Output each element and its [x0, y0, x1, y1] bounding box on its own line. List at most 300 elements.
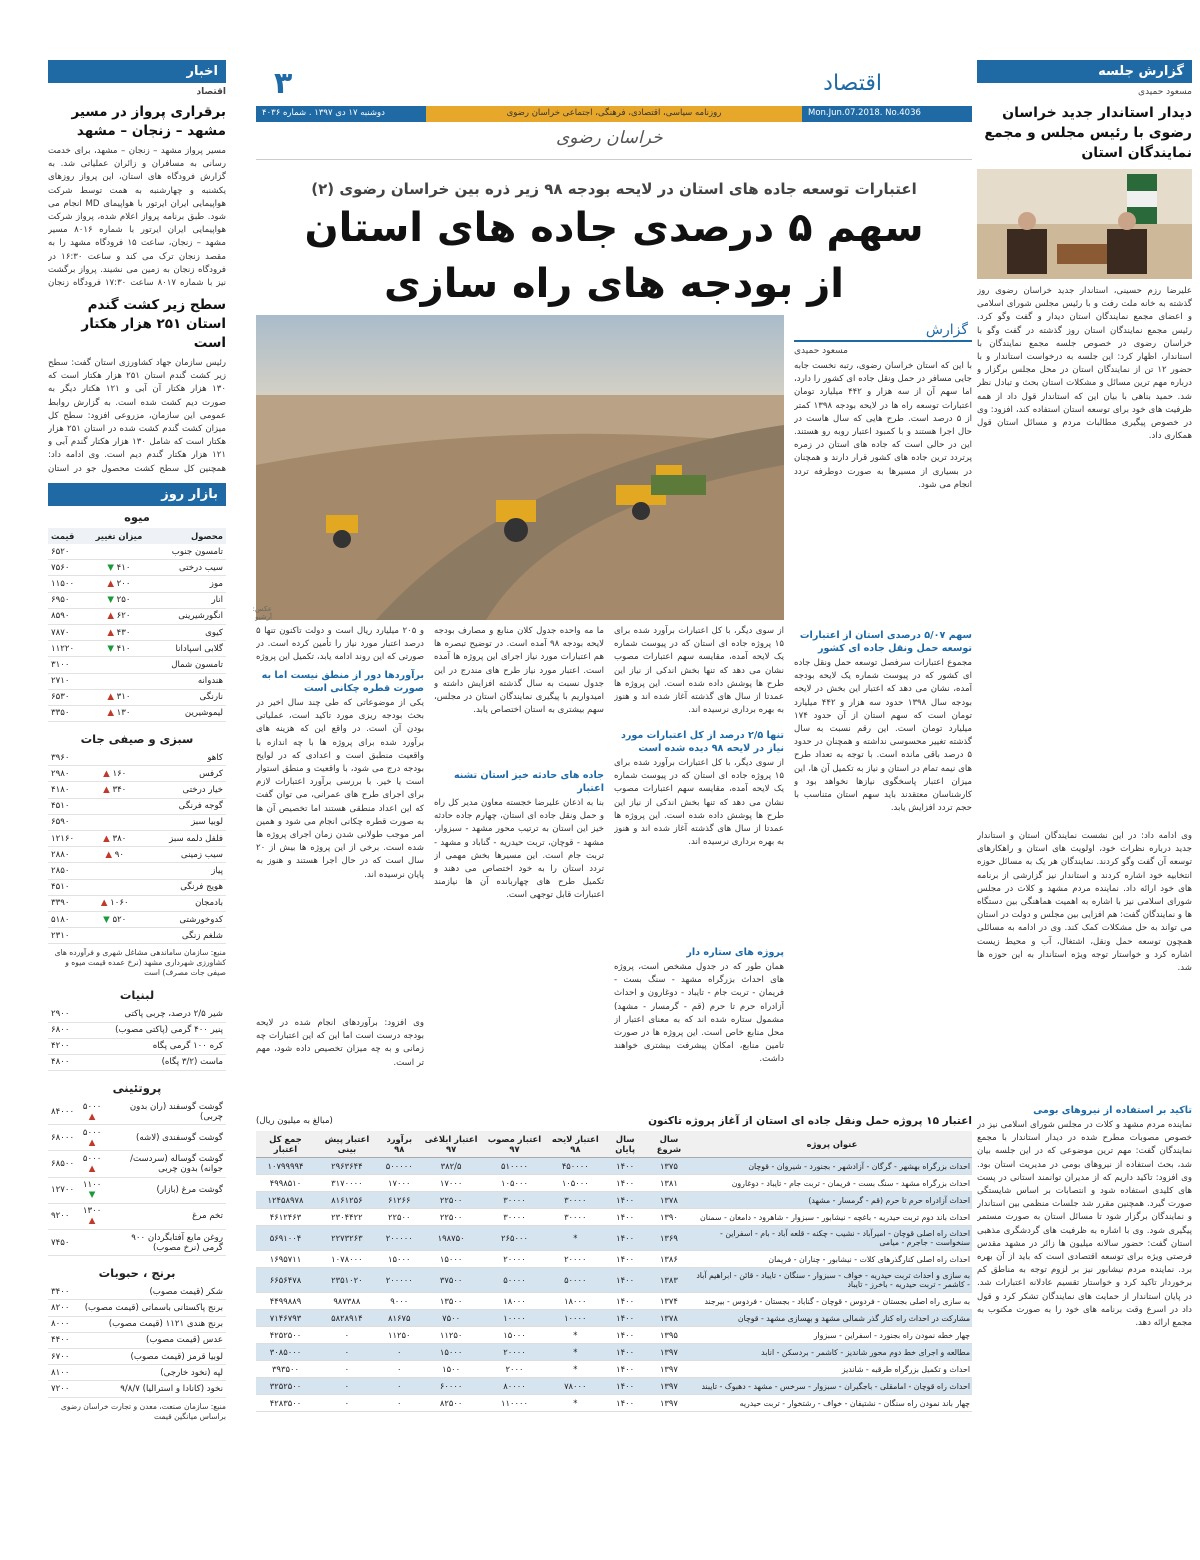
- project-row: [256, 1192, 972, 1209]
- left-section-name: اقتصاد: [196, 87, 226, 97]
- market-row: [48, 928, 226, 944]
- product-name: شکر (قیمت مصوب): [79, 1284, 226, 1300]
- article-text-1: مجموع اعتبارات سرفصل توسعه حمل ونقل جاده ای کشور که در پیوست شماره یک لایحه بودجه آمده، نشان می دهد که اعتبار این بخش در لایحه بودجه سال ۱۳۹۸ حدود سه هزار و ۴۴۲ میلیارد تومان است که سهم استان از آن حدود ۱۷۴ میلیارد تومان است. این رقم نسبت به سال گذشته تغییر محسوسی نداشته و همچنان در حدود ۵ درصد باقی مانده است. با توجه به تعداد طرح های نیمه تمام در استان و نیاز به تکمیل آن ها، این میزان اعتبار پاسخگوی نیازها نخواهد بود و کارشناسان معتقدند باید سهم استان متناسب با حجم تردد افزایش یابد.: [794, 658, 972, 814]
- project-value: ۱۳۷۸: [646, 1310, 692, 1327]
- product-price: ۱۲۱۶۰: [48, 831, 90, 847]
- protein-table: [48, 1099, 226, 1256]
- price-change: [73, 1381, 79, 1397]
- arrow-down-icon: ▼: [107, 643, 117, 654]
- project-title: احداث بزرگراه بهشهر - گرگان - آزادشهر - بجنورد - شیروان - قوچان: [692, 1158, 972, 1175]
- price-change: [73, 1348, 79, 1364]
- project-value: ۳۱۷۰۰۰۰: [315, 1175, 379, 1192]
- project-value: ۰: [315, 1344, 379, 1361]
- product-name: انگورشیرینی: [152, 608, 226, 624]
- project-value: ۳۹۳۵۰۰: [256, 1361, 315, 1378]
- project-value: ۳۷۵۰۰: [420, 1268, 483, 1293]
- project-value: ۱۲۴۵۸۹۷۸: [256, 1192, 315, 1209]
- product-price: ۸۵۹۰: [48, 608, 85, 624]
- product-price: ۲۸۵۰: [48, 863, 90, 879]
- price-change: [73, 1316, 79, 1332]
- right-headline: دیدار استاندار جدید خراسان رضوی با رئیس مجلس و مجمع نمایندگان استان: [984, 105, 1192, 161]
- project-row: [256, 1293, 972, 1310]
- market-row: [48, 1038, 226, 1054]
- project-row: [256, 1344, 972, 1361]
- road-construction-photo: [256, 315, 784, 620]
- project-value: *: [546, 1344, 604, 1361]
- article-text-6: یکی از موضوعاتی که طی چند سال اخیر در بحث بودجه ریزی مورد تاکید است، عملیاتی بودن آن است. در واقع این که هزینه های برآورد شده برای پروژه ها با چه اندازه با واقعیت منطبق است و اعدادی که در لوایح بودجه درج می شود، با واقعیت و منطق استوار است یا خیر. با بررسی برآورد اعتبارات لازم برای اجرای طرح های عمرانی، می توان گفت که این اعداد منطقی هستند اما تخصیص آن ها به صورت قطره چکانی انجام می شود و همین امر موجب طولانی شدن زمان اجرای پروژه ها شده است. برخی از این پروژه ها بیش از ۲۰ سال است که در حال اجرا هستند و هنوز به پایان نرسیده اند.: [256, 698, 424, 880]
- product-price: ۲۹۸۰: [48, 766, 90, 782]
- project-value: ۰: [315, 1361, 379, 1378]
- price-change: ۵۰۰۰ ▲: [77, 1099, 107, 1125]
- project-title: چهار خطه نمودن راه بجنورد - اسفراین - سبزوار: [692, 1327, 972, 1344]
- market-row: [48, 592, 226, 608]
- product-price: ۴۵۱۰: [48, 879, 90, 895]
- product-price: ۹۲۰۰: [48, 1203, 77, 1229]
- product-price: ۲۷۱۰: [48, 673, 85, 689]
- project-row: [256, 1361, 972, 1378]
- price-change: ۳۱۰ ▲: [85, 689, 152, 705]
- product-price: ۱۱۲۲۰: [48, 641, 85, 657]
- right-column: [977, 60, 1192, 1550]
- project-value: ۱۸۰۰۰: [546, 1293, 604, 1310]
- market-row: [48, 657, 226, 673]
- project-title: احداث باند دوم تربت حیدریه - باغچه - نیشابور - سبزوار - شاهرود - دامغان - سمنان: [692, 1209, 972, 1226]
- protein-title: پروتئینی: [112, 1081, 162, 1096]
- market-row: [48, 1177, 226, 1203]
- project-title: احداث و تکمیل بزرگراه طرقبه - شاندیز: [692, 1361, 972, 1378]
- market-row: [48, 1125, 226, 1151]
- project-value: ۱۵۰۰: [420, 1361, 483, 1378]
- arrow-up-icon: ▲: [103, 785, 113, 796]
- article-text-8: وی افزود: برآوردهای انجام شده در لایحه بودجه درست است اما این که این اعتبارات چه زمانی و به چه میزان تخصیص داده شود، مهم تر است.: [256, 1018, 424, 1068]
- project-value: ۶۱۲۶۶: [379, 1192, 420, 1209]
- project-table: [256, 1131, 972, 1412]
- product-name: گوشت گوسفندی (لاشه): [107, 1125, 226, 1151]
- project-value: ۱۴۰۰: [604, 1378, 645, 1395]
- project-value: ۶۶۵۶۴۷۸: [256, 1268, 315, 1293]
- project-value: ۵۰۰۰۰: [483, 1268, 547, 1293]
- report-label: گزارش: [794, 320, 972, 342]
- market-row: [48, 1230, 226, 1256]
- project-value: ۲۳۰۴۴۲۲: [315, 1209, 379, 1226]
- project-value: ۱۷۰۰۰: [379, 1175, 420, 1192]
- price-change: ۵۰۰۰ ▲: [77, 1151, 107, 1177]
- project-col-header: اعتبار ابلاغی ۹۷: [420, 1131, 483, 1158]
- market-row: [48, 895, 226, 911]
- project-value: ۱۴۰۰: [604, 1226, 645, 1251]
- price-change: ۴۱۰ ▼: [85, 641, 152, 657]
- product-name: هویج فرنگی: [139, 879, 226, 895]
- price-change: [90, 863, 139, 879]
- project-row: [256, 1310, 972, 1327]
- market-row: [48, 1099, 226, 1125]
- right-body-2: وی ادامه داد: در این نشست نمایندگان استان و استاندار جدید درباره نظرات خود، اولویت های استان و راهکارهای توسعه آن گفت وگو کردند. نمایندگان هر یک به مسائل حوزه انتخابیه خود اشاره کردند و استاندار نیز گزارشی از برنامه های خود ارائه داد. نماینده مردم مشهد و کلات در مجلس شورای اسلامی نیز با اشاره به اهمیت هماهنگی بین دستگاه ها و نمایندگان گفت: هم افزایی بین مجلس و دولت در استان می تواند به حل مشکلات کمک کند. وی در ادامه به مسائلی همچون توسعه حمل ونقل، اشتغال، آب و محیط زیست اشاره کرد و خواستار توجه ویژه استاندار به این حوزه ها شد.: [977, 831, 1192, 974]
- product-name: عدس (قیمت مصوب): [79, 1332, 226, 1348]
- product-name: انار: [152, 592, 226, 608]
- project-value: ۱۵۰۰۰: [420, 1251, 483, 1268]
- product-name: لیموشیرین: [152, 705, 226, 721]
- product-price: ۶۸۰۰۰: [48, 1125, 77, 1151]
- project-col-header: برآورد ۹۸: [379, 1131, 420, 1158]
- product-name: پیاز: [139, 863, 226, 879]
- arrow-up-icon: ▲: [88, 1111, 96, 1122]
- right-author: مسعود حمیدی: [1138, 87, 1192, 97]
- market-row: [48, 766, 226, 782]
- price-change: ۲۵۰ ▼: [85, 592, 152, 608]
- price-change: [85, 544, 152, 560]
- project-value: ۰: [315, 1378, 379, 1395]
- product-name: گوجه فرنگی: [139, 798, 226, 814]
- project-col-header: اعتبار مصوب ۹۷: [483, 1131, 547, 1158]
- veg-table: [48, 750, 226, 944]
- product-name: بادمجان: [139, 895, 226, 911]
- product-name: کدوخورشتی: [139, 911, 226, 927]
- market-row: [48, 624, 226, 640]
- project-value: *: [546, 1226, 604, 1251]
- project-col-header: جمع کل اعتبار: [256, 1131, 315, 1158]
- project-value: ۴۲۸۳۵۰۰: [256, 1395, 315, 1412]
- product-price: ۴۸۰۰: [48, 1054, 78, 1070]
- price-change: [90, 879, 139, 895]
- fruits-title: میوه: [124, 510, 150, 524]
- arrow-down-icon: ▼: [88, 1190, 96, 1201]
- market-row: [48, 798, 226, 814]
- product-name: سیب درختی: [152, 560, 226, 576]
- project-value: ۱۷۰۰۰: [420, 1175, 483, 1192]
- arrow-down-icon: ▼: [107, 562, 117, 573]
- arrow-up-icon: ▲: [88, 1164, 96, 1175]
- product-name: گلابی اسپادانا: [152, 641, 226, 657]
- project-value: ۴۲۵۲۵۰۰: [256, 1327, 315, 1344]
- main-column: [252, 60, 972, 1550]
- product-name: لوبیا سبز: [139, 814, 226, 830]
- product-price: ۲۳۱۰: [48, 928, 90, 944]
- price-change: [90, 928, 139, 944]
- photo-credit: عکس: آرشیو: [252, 605, 272, 621]
- project-value: ۱۱۰۰۰۰: [483, 1395, 547, 1412]
- price-change: ۶۲۰ ▲: [85, 608, 152, 624]
- project-value: ۱۱۲۵۰: [379, 1327, 420, 1344]
- product-name: کاهو: [139, 750, 226, 766]
- project-row: [256, 1378, 972, 1395]
- product-price: ۶۹۵۰: [48, 592, 85, 608]
- project-value: ۰: [315, 1395, 379, 1412]
- project-value: ۳۰۰۰۰: [483, 1209, 547, 1226]
- project-value: ۱۳۹۷: [646, 1378, 692, 1395]
- market-row: [48, 1300, 226, 1316]
- grain-table: [48, 1284, 226, 1397]
- arrow-down-icon: ▼: [107, 595, 117, 606]
- product-name: گوشت گوساله (سردست/ جوانه) بدون چربی: [107, 1151, 226, 1177]
- product-price: ۶۸۰۰: [48, 1022, 78, 1038]
- price-change: ۲۰۰ ▲: [85, 576, 152, 592]
- arrow-up-icon: ▲: [103, 768, 113, 779]
- lead-title-1: سهم ۵ درصدی جاده های استان: [304, 205, 924, 251]
- price-change: [78, 1054, 85, 1070]
- project-row: [256, 1158, 972, 1175]
- project-value: ۰: [379, 1395, 420, 1412]
- project-value: ۱۳۹۷: [646, 1344, 692, 1361]
- project-value: ۱۰۵۰۰۰: [483, 1175, 547, 1192]
- project-value: ۲۰۰۰۰: [483, 1344, 547, 1361]
- dairy-title: لبنیات: [119, 988, 155, 1003]
- project-value: ۱۴۰۰: [604, 1209, 645, 1226]
- price-change: [73, 1300, 79, 1316]
- price-change: ۱۳۰۰ ▲: [77, 1203, 107, 1229]
- market-row: [48, 689, 226, 705]
- market-row: [48, 847, 226, 863]
- market-row: [48, 831, 226, 847]
- market-row: [48, 1381, 226, 1397]
- project-value: ۵۰۰۰۰۰: [379, 1158, 420, 1175]
- newspaper-logo: خراسان رضوی: [556, 128, 663, 148]
- project-value: ۱۴۰۰: [604, 1344, 645, 1361]
- product-price: ۶۷۰۰: [48, 1348, 73, 1364]
- article-text-2a: از سوی دیگر، با کل اعتبارات برآورد شده برای ۱۵ پروژه جاده ای استان که در پیوست شماره یک لایحه آمده، مقایسه سهم اعتبارات مصوب نشان می دهد که تنها بخش اندکی از نیاز این طرح ها پوشش داده شده است. این پروژه ها عمدتا از سال های گذشته آغاز شده اند و هنوز به بهره برداری نرسیده اند.: [614, 626, 784, 716]
- project-value: ۳۰۰۰۰: [483, 1192, 547, 1209]
- price-change: [90, 814, 139, 830]
- fruits-table: [48, 528, 226, 722]
- market-row: [48, 1348, 226, 1364]
- project-value: ۲۰۰۰۰۰: [379, 1268, 420, 1293]
- project-value: *: [546, 1361, 604, 1378]
- section-title: اقتصاد: [823, 70, 882, 96]
- project-value: ۷۸۰۰۰: [546, 1378, 604, 1395]
- project-value: ۴۶۱۲۴۶۳: [256, 1209, 315, 1226]
- project-value: ۵۱۰۰۰۰: [483, 1158, 547, 1175]
- price-change: ۵۲۰ ▼: [90, 911, 139, 927]
- project-col-header: سال شروع: [646, 1131, 692, 1158]
- product-name: لپه (نخود خارجی): [79, 1365, 226, 1381]
- project-row: [256, 1251, 972, 1268]
- project-value: *: [546, 1327, 604, 1344]
- price-change: ۴۳۰ ▲: [85, 624, 152, 640]
- product-price: ۳۱۰۰: [48, 657, 85, 673]
- product-name: موز: [152, 576, 226, 592]
- product-name: ماست (۳/۲ پگاه): [86, 1054, 226, 1070]
- project-value: ۱۳۸۶: [646, 1251, 692, 1268]
- product-price: ۸۲۰۰: [48, 1300, 73, 1316]
- product-name: نخود (کانادا و استرالیا) ۹/۸/۷: [79, 1381, 226, 1397]
- project-value: ۱۳۹۷: [646, 1361, 692, 1378]
- product-price: ۲۸۸۰: [48, 847, 90, 863]
- subhead-4: جاده های حادثه خیز استان تشنه اعتبار: [453, 770, 604, 794]
- page-number: ۳: [274, 65, 293, 101]
- project-col-header: اعتبار پیش بینی: [315, 1131, 379, 1158]
- project-value: ۵۰۰۰۰: [546, 1268, 604, 1293]
- subhead-5: برآوردها دور از منطق نیست اما به صورت قطره چکانی است: [261, 670, 424, 694]
- dairy-table: [48, 1006, 226, 1071]
- project-col-header: اعتبار لایحه ۹۸: [546, 1131, 604, 1158]
- project-title: احداث راه قوچان - امامقلی - باجگیران - سبزوار - سرخس - مشهد - دهبوک - تایبند: [692, 1378, 972, 1395]
- project-value: ۱۳۷۸: [646, 1192, 692, 1209]
- lead-kicker: اعتبارات توسعه جاده های استان در لایحه بودجه ۹۸ زیر ذره بین خراسان رضوی (۲): [311, 180, 917, 198]
- product-price: ۴۲۰۰: [48, 1038, 78, 1054]
- product-name: سیب زمینی: [139, 847, 226, 863]
- arrow-up-icon: ▲: [107, 708, 117, 719]
- arrow-up-icon: ▲: [88, 1137, 96, 1148]
- product-price: ۶۵۳۰: [48, 689, 85, 705]
- product-price: ۷۵۶۰: [48, 560, 85, 576]
- col-product: محصول: [152, 528, 226, 544]
- product-price: ۲۹۰۰: [48, 1006, 78, 1022]
- left-column: [48, 60, 226, 1550]
- arrow-up-icon: ▲: [107, 627, 117, 638]
- project-col-header: عنوان پروژه: [692, 1131, 972, 1158]
- news1-title: برقراری پرواز در مسیر مشهد – زنجان – مشهد: [71, 104, 226, 139]
- product-price: ۱۲۷۰۰: [48, 1177, 77, 1203]
- article-col-2: [614, 625, 784, 1141]
- project-value: ۷۱۴۶۷۹۳: [256, 1310, 315, 1327]
- news1-text: مسیر پرواز مشهد – زنجان – مشهد، برای خدمت رسانی به مسافران و زائران عملیاتی شد. به گزارش فرودگاه های استان، این پرواز روزهای یکشنبه و چهارشنبه به همت توسط شرکت هواپیمایی ایران ایرتور با هواپیمای MD انجام می شود. طبق برنامه پرواز اعلام شده، پرواز شرکت هواپیمایی ایران ایرتور با شماره ۸۰۱۶ مسیر مشهد – زنجان، ساعت ۱۵ فرودگاه مشهد را به مقصد زنجان ترک می کند و ساعت ۱۶:۳۰ در فرودگاه زنجان به زمین می نشیند. پرواز برگشت نیز با شماره ۸۰۱۷ ساعت ۱۷:۳۰ فرودگاه زنجان: [48, 146, 226, 289]
- market-row: [48, 576, 226, 592]
- project-value: ۱۴۰۰: [604, 1395, 645, 1412]
- veg-title: سبزی و صیفی جات: [80, 732, 194, 747]
- project-value: ۴۹۹۸۵۱۰: [256, 1175, 315, 1192]
- price-change: ۹۰ ▲: [90, 847, 139, 863]
- project-value: ۰: [379, 1344, 420, 1361]
- project-value: ۸۱۶۷۵: [379, 1310, 420, 1327]
- persian-date: دوشنبه ۱۷ دی ۱۳۹۷ . شماره ۴۰۳۶: [256, 106, 426, 122]
- project-value: ۱۶۹۵۷۱۱: [256, 1251, 315, 1268]
- arrow-down-icon: ▼: [103, 914, 113, 925]
- project-value: ۱۰۷۸۰۰۰: [315, 1251, 379, 1268]
- lead-author: مسعود حمیدی: [794, 346, 848, 356]
- project-value: ۱۵۰۰۰: [483, 1327, 547, 1344]
- product-price: ۱۱۵۰۰: [48, 576, 85, 592]
- project-value: ۸۱۶۱۲۵۶: [315, 1192, 379, 1209]
- project-value: ۱۳۸۱: [646, 1175, 692, 1192]
- project-value: ۴۵۰۰۰۰: [546, 1158, 604, 1175]
- product-price: ۸۱۰۰: [48, 1365, 73, 1381]
- right-subhead: تاکید بر استفاده از نیروهای بومی: [1033, 1105, 1192, 1116]
- market-row: [48, 1332, 226, 1348]
- product-name: کرفس: [139, 766, 226, 782]
- market-row: [48, 863, 226, 879]
- project-title: به سازی و احداث تربت حیدریه - خواف - سبزوار - سنگان - تایباد - قائن - ابراهیم آباد - کاشمر - تربت حیدریه - باخرز - تایباد: [692, 1268, 972, 1293]
- project-col-header: سال پایان: [604, 1131, 645, 1158]
- project-title: احداث راه اصلی کنارگذرهای کلات - نیشابور - چناران - فریمان: [692, 1251, 972, 1268]
- article-text-2b: از سوی دیگر، با کل اعتبارات برآورد شده برای ۱۵ پروژه جاده ای استان که در پیوست شماره یک لایحه آمده، مقایسه سهم اعتبارات مصوب نشان می دهد که تنها بخش اندکی از نیاز این طرح ها پوشش داده شده است. این پروژه ها عمدتا از سال های گذشته آغاز شده اند و هنوز به بهره برداری نرسیده اند.: [614, 758, 784, 848]
- project-row: [256, 1175, 972, 1192]
- project-title: به سازی راه اصلی بجستان - فردوس - قوچان - گناباد - بجستان - فردوس - بیرجند: [692, 1293, 972, 1310]
- project-value: ۱۴۰۰: [604, 1175, 645, 1192]
- project-value: ۳۰۰۰۰: [546, 1192, 604, 1209]
- project-value: ۳۲۵۲۵۰۰: [256, 1378, 315, 1395]
- project-table-title: اعتبار ۱۵ پروژه حمل ونقل جاده ای استان از آغاز پروژه تاکنون: [648, 1115, 972, 1127]
- lead-right-col: [794, 320, 972, 610]
- project-value: ۵۶۹۱۰۰۴: [256, 1226, 315, 1251]
- project-title: احداث آزادراه حرم تا حرم (قم - گرمسار - مشهد): [692, 1192, 972, 1209]
- price-change: [77, 1230, 107, 1256]
- project-value: ۱۳۹۰: [646, 1209, 692, 1226]
- project-value: ۹۸۷۳۸۸: [315, 1293, 379, 1310]
- project-value: ۴۴۹۹۸۸۹: [256, 1293, 315, 1310]
- product-name: شیر ۲/۵ درصد، چربی پاکتی: [86, 1006, 226, 1022]
- price-change: [73, 1365, 79, 1381]
- product-price: ۸۰۰۰: [48, 1316, 73, 1332]
- project-value: ۱۰۰۰۰: [546, 1310, 604, 1327]
- project-value: ۳۸۲/۵: [420, 1158, 483, 1175]
- col-change: میزان تغییر: [85, 528, 152, 544]
- price-change: ۴۱۰ ▼: [85, 560, 152, 576]
- project-value: ۱۰۰۰۰: [483, 1310, 547, 1327]
- market-head: بازار روز: [48, 483, 226, 506]
- market-row: [48, 814, 226, 830]
- market-row: [48, 879, 226, 895]
- product-name: تخم مرغ: [107, 1203, 226, 1229]
- project-value: ۱۴۰۰: [604, 1361, 645, 1378]
- project-value: ۲۰۰۰۰: [483, 1251, 547, 1268]
- right-section-head: گزارش جلسه: [977, 60, 1192, 83]
- subhead-3: پروژه های ستاره دار: [686, 947, 784, 958]
- price-change: ۱۱۰۰ ▼: [77, 1177, 107, 1203]
- arrow-up-icon: ▲: [100, 898, 111, 909]
- project-value: ۱۹۸۷۵۰: [420, 1226, 483, 1251]
- article-text-5: ما مه واحده جدول کلان منابع و مصارف بودجه لایحه بودجه ۹۸ آمده است. در توضیح تبصره ها هم اعتبارات مورد نیاز اجرای این پروژه ها آمده است. اعتبار مورد نیاز طرح های مندرج در این جدول نسبت به سال گذشته افزایش داشته و امیدواریم با پیگیری نمایندگان استان در مجلس، سهم بیشتری به استان اختصاص یابد.: [434, 626, 604, 716]
- market-row: [48, 1151, 226, 1177]
- project-row: [256, 1395, 972, 1412]
- price-change: [85, 657, 152, 673]
- masthead: [256, 60, 972, 160]
- project-table-block: [256, 1115, 972, 1412]
- project-value: ۱۵۰۰۰: [379, 1251, 420, 1268]
- market-row: [48, 1054, 226, 1070]
- price-change: ۱۰۶۰ ▲: [90, 895, 139, 911]
- project-value: ۶۰۰۰۰: [420, 1378, 483, 1395]
- project-value: ۱۸۰۰۰: [483, 1293, 547, 1310]
- col-price: قیمت: [48, 528, 85, 544]
- project-value: ۲۰۰۰: [483, 1361, 547, 1378]
- product-price: ۶۸۵۰۰: [48, 1151, 77, 1177]
- product-name: برنج هندی ۱۱۲۱ (قیمت مصوب): [79, 1316, 226, 1332]
- project-title: احداث راه اصلی قوچان - امیرآباد - نشیب - چکنه - قلعه آباد - بام - اسفراین - سنخواست - جاجرم - میامی: [692, 1226, 972, 1251]
- project-row: [256, 1209, 972, 1226]
- market-row: [48, 1203, 226, 1229]
- project-value: ۲۲۷۳۲۶۳: [315, 1226, 379, 1251]
- right-body-1: علیرضا رزم حسینی، استاندار جدید خراسان رضوی روز گذشته به خانه ملت رفت و با رئیس مجلس شورای اسلامی و اعضای مجمع نمایندگان استان دیدار و گفت وگو کرد. رئیس مجمع نمایندگان استان روز گذشته در گفت وگو با خراسان رضوی در خصوص جلسه مجمع نمایندگان با استاندار، اظهار کرد: این جلسه به درخواست استاندار و با حضور ۱۲ تن از نمایندگان استان در محل مجلس برگزار و درباره مهم ترین مسائل و مشکلات استان بحث و تبادل نظر شد. حمید بناهی با بیان این که استاندار قول داد از همه ظرفیت های خود برای توسعه استان استفاده کند، افزود: وی در خصوص پیگیری مطالبات مردم و مسائل استان قول همکاری داد.: [977, 286, 1192, 442]
- project-row: [256, 1327, 972, 1344]
- product-name: گوشت مرغ (بازار): [107, 1177, 226, 1203]
- masthead-bar: [256, 106, 972, 122]
- market-row: [48, 705, 226, 721]
- market-note-2: منبع: سازمان صنعت، معدن و تجارت خراسان رضوی براساس میانگین قیمت: [60, 1401, 226, 1421]
- project-value: ۱۱۲۵۰: [420, 1327, 483, 1344]
- project-value: ۱۳۵۰۰: [420, 1293, 483, 1310]
- project-value: ۳۰۰۰۰: [546, 1209, 604, 1226]
- market-row: [48, 1284, 226, 1300]
- market-row: [48, 750, 226, 766]
- arrow-up-icon: ▲: [105, 849, 115, 860]
- market-row: [48, 673, 226, 689]
- product-price: ۴۵۱۰: [48, 798, 90, 814]
- price-change: [90, 750, 139, 766]
- article-text-4: بنا به اذعان علیرضا خجسته معاون مدیر کل راه و حمل ونقل جاده ای استان، چهارم جاده حادثه خیز این استان به ترتیب محور مشهد - سبزوار، مشهد - قوچان، تربت حیدریه - گناباد و مشهد - تربت جام است. این مسیرها بخش مهمی از تردد استان را به خود اختصاص می دهند و تکمیل طرح های چهاربانده آن ها نیازمند اعتبارات قابل توجهی است.: [434, 798, 604, 901]
- project-value: ۲۲۵۰۰: [379, 1209, 420, 1226]
- project-value: ۲۳۵۱۰۲۰: [315, 1268, 379, 1293]
- project-value: ۱۳۸۳: [646, 1268, 692, 1293]
- project-value: ۲۰۰۰۰۰: [379, 1226, 420, 1251]
- right-body-3: نماینده مردم مشهد و کلات در مجلس شورای اسلامی نیز در خصوص مصوبات مطرح شده در دیدار استاندار با مجمع نمایندگان گفت: مهم ترین موضوعی که در این جلسه بیان شد، بحث استفاده از نیروهای بومی در مدیریت استان بود. وی افزود: تاکید داریم که از مدیران توانمند استانی در پست های کلیدی استفاده شود و انتصابات بر اساس شایستگی صورت گیرد. همچنین مقرر شد جلسات منظمی بین استاندار و نمایندگان برگزار شود تا مسائل استان به صورت مستمر پیگیری شود. وی با اشاره به ظرفیت های گردشگری مذهبی استان گفت: حضور سالانه میلیون ها زائر در مشهد مقدس فرصتی ویژه برای توسعه اقتصادی است که باید از آن بهره برد. نماینده مردم نیشابور نیز بر لزوم توجه به مناطق کم برخوردار تاکید کرد و خواستار تقسیم عادلانه اعتبارات شد. در پایان استاندار از حمایت های نمایندگان تشکر کرد و قول داد در اسرع وقت برنامه های خود را به صورت مکتوب به مجمع ارائه دهد.: [977, 1120, 1192, 1329]
- product-name: شلغم زنگی: [139, 928, 226, 944]
- price-change: [85, 673, 152, 689]
- product-name: لوبیا قرمز (قیمت مصوب): [79, 1348, 226, 1364]
- market-row: [48, 641, 226, 657]
- grain-title: برنج ، حبوبات: [98, 1266, 176, 1281]
- price-change: [90, 798, 139, 814]
- project-value: ۱۳۷۵: [646, 1158, 692, 1175]
- price-change: ۵۰۰۰ ▲: [77, 1125, 107, 1151]
